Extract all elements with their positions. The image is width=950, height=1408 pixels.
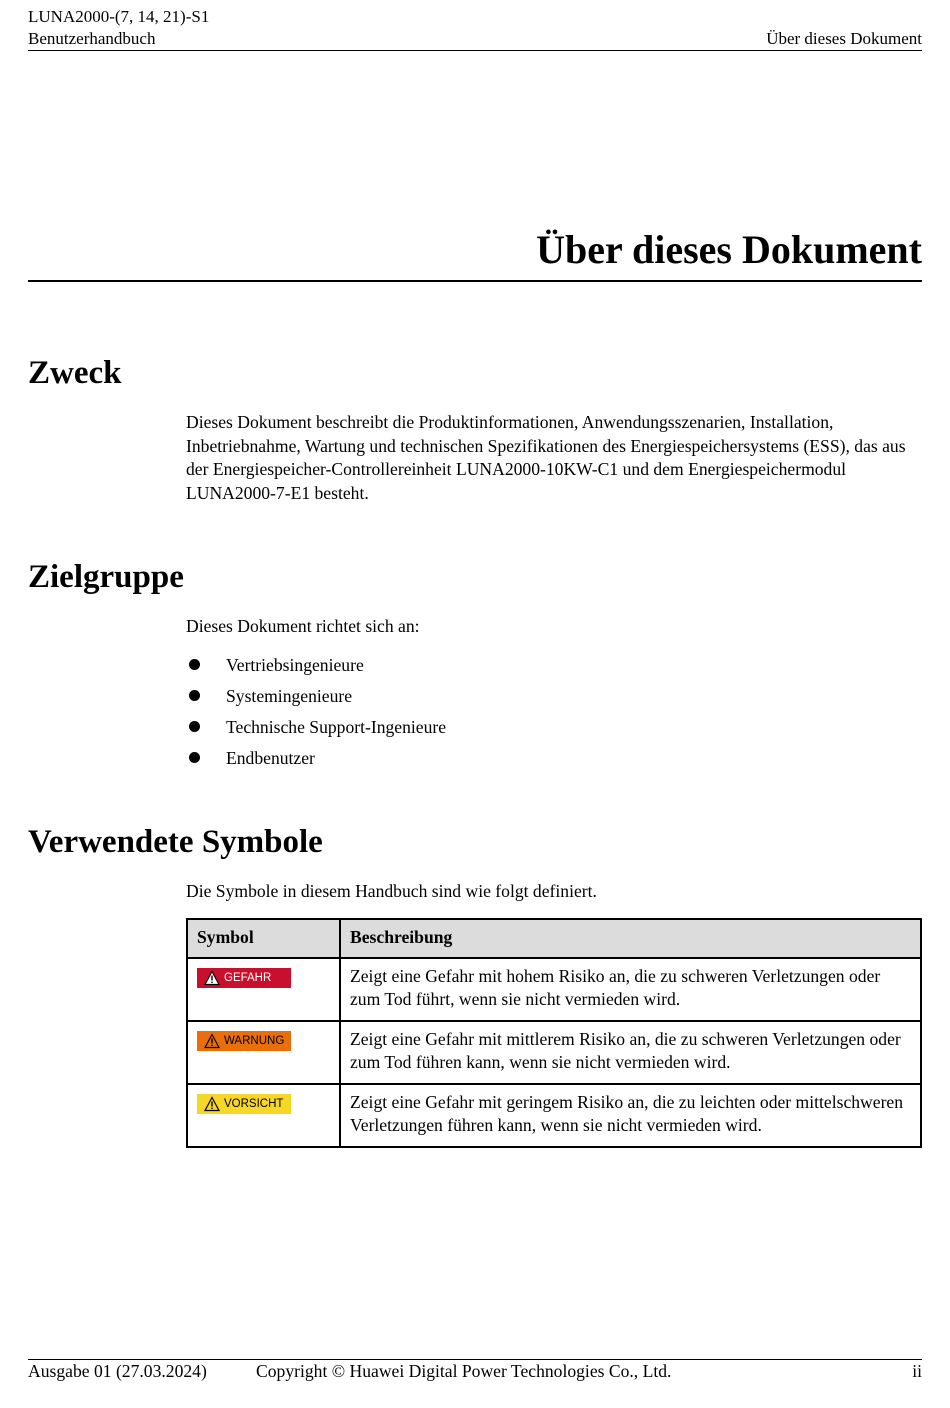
symbol-cell (187, 1021, 340, 1084)
bullet-icon (189, 690, 200, 701)
description-cell: Zeigt eine Gefahr mit mittlerem Risiko an, die zu schweren Verletzungen oder zum Tod führen kann, wenn sie nicht vermieden wird. (340, 1021, 921, 1084)
warning-triangle-icon (204, 1033, 220, 1049)
header-rule (28, 50, 922, 51)
heading-audience: Zielgruppe (28, 559, 184, 595)
bullet-icon (189, 752, 200, 763)
list-item-label: Systemingenieure (226, 686, 353, 706)
column-header-description: Beschreibung (340, 919, 921, 958)
list-item-label: Vertriebsingenieure (226, 655, 364, 675)
header-doc-type: Benutzerhandbuch (28, 29, 156, 48)
title-rule (28, 280, 922, 282)
symbol-cell (187, 958, 340, 1021)
heading-symbols: Verwendete Symbole (28, 824, 323, 860)
bullet-icon (189, 659, 200, 670)
signal-word-label: WARNUNG (224, 1034, 285, 1047)
symbols-intro: Die Symbole in diesem Handbuch sind wie folgt definiert. (186, 881, 597, 901)
list-item (186, 714, 446, 745)
heading-purpose: Zweck (28, 355, 122, 391)
running-header-left (28, 6, 209, 50)
audience-list (186, 652, 446, 776)
page-title: Über dieses Dokument (536, 227, 922, 272)
footer-edition: Ausgabe 01 (27.03.2024) (28, 1361, 207, 1381)
header-section: Über dieses Dokument (766, 29, 922, 48)
footer-copyright: Copyright © Huawei Digital Power Technologies Co., Ltd. (256, 1361, 672, 1381)
list-item-label: Technische Support-Ingenieure (226, 717, 447, 737)
warning-signal-word (197, 1031, 291, 1051)
header-product: LUNA2000-(7, 14, 21)-S1 (28, 7, 210, 26)
table-row (187, 958, 921, 1021)
danger-signal-word (197, 968, 291, 988)
purpose-text: Dieses Dokument beschreibt die Produktinformationen, Anwendungsszenarien, Installation, Inbetriebnahme, Wartung und technischen Spezifikationen des Energiespeichersystems (ESS), das aus der Energiespeicher-Controllereinheit LUNA2000-10KW-C1 und dem Energiespeichermodul LUNA2000-7-E1 besteht. (186, 412, 906, 503)
list-item (186, 683, 446, 714)
audience-intro: Dieses Dokument richtet sich an: (186, 616, 420, 636)
footer-page-number: ii (912, 1361, 922, 1381)
warning-triangle-icon (204, 970, 220, 986)
table-row (187, 1084, 921, 1147)
list-item (186, 652, 446, 683)
table-row (187, 1021, 921, 1084)
description-cell: Zeigt eine Gefahr mit hohem Risiko an, die zu schweren Verletzungen oder zum Tod führt, wenn sie nicht vermieden wird. (340, 958, 921, 1021)
warning-triangle-icon (204, 1096, 220, 1112)
description-cell: Zeigt eine Gefahr mit geringem Risiko an, die zu leichten oder mittelschweren Verletzungen führen kann, wenn sie nicht vermieden wird. (340, 1084, 921, 1147)
symbols-table (186, 918, 922, 1148)
signal-word-label: GEFAHR (224, 971, 272, 984)
signal-word-label: VORSICHT (224, 1097, 284, 1110)
symbol-cell (187, 1084, 340, 1147)
list-item-label: Endbenutzer (226, 748, 315, 768)
table-header-row (187, 919, 921, 958)
column-header-symbol: Symbol (187, 919, 340, 958)
list-item (186, 745, 446, 776)
caution-signal-word (197, 1094, 291, 1114)
bullet-icon (189, 721, 200, 732)
